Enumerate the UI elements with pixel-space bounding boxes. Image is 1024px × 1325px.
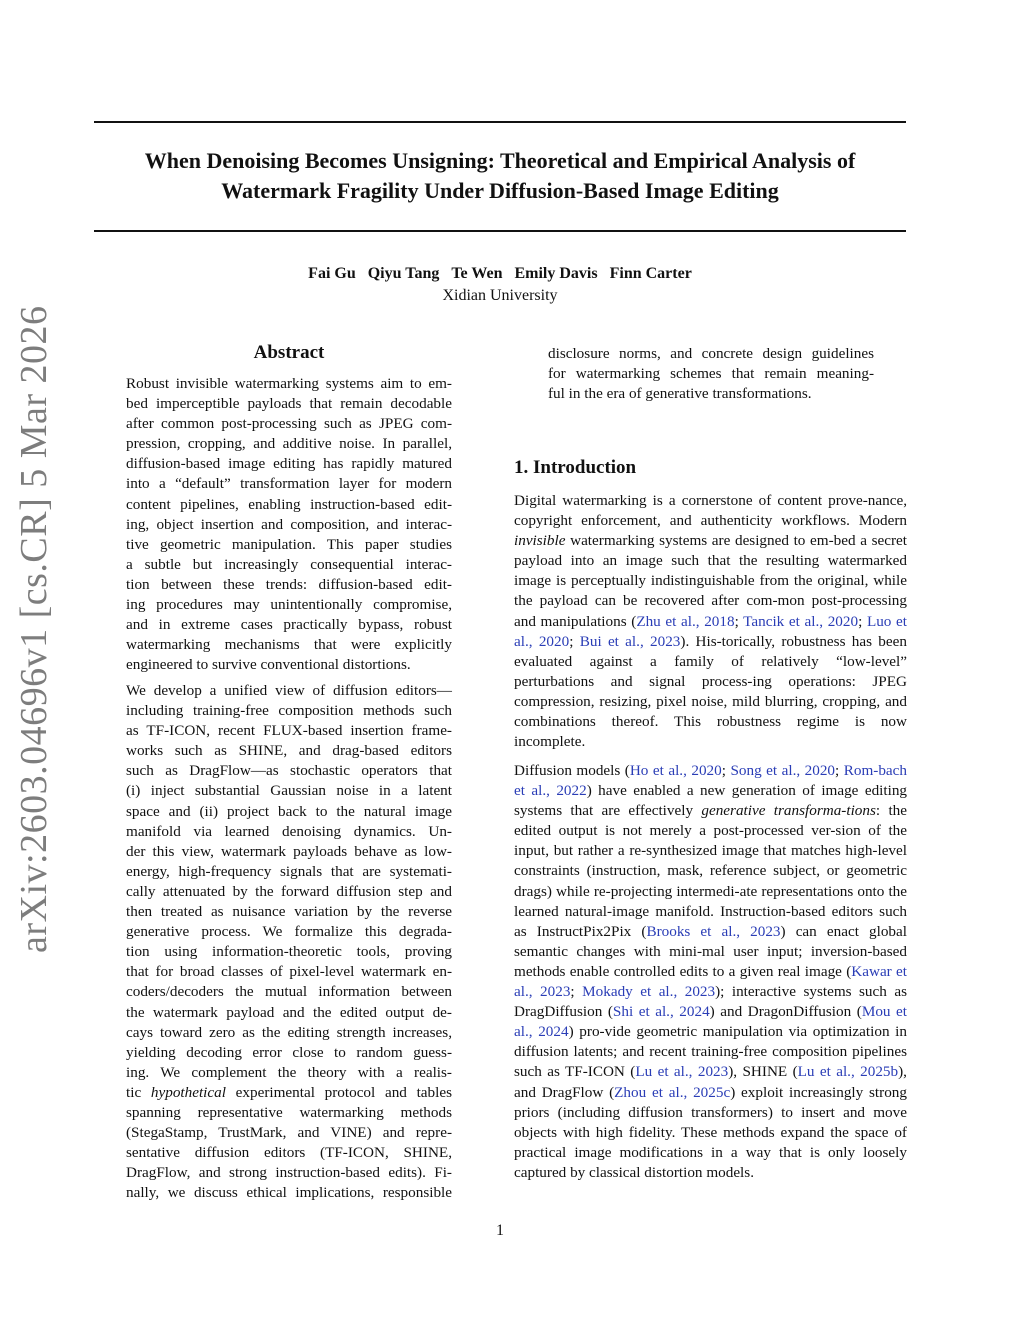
text-line: engineered to survive conventional distortions. [126, 656, 411, 674]
text-line: ing, object insertion and composition, and interac- [126, 515, 452, 533]
paragraph-text [514, 491, 907, 752]
emphasis-generative: generative transforma-tions [701, 802, 876, 820]
citation-link[interactable]: Bui et al., 2023 [579, 632, 681, 650]
text-run: ). His-torically, robustness has been evaluated against a family of relatively “low-level” perturbations and signal process-ing operations: JPEG compression, resizing, pixel noise, mild blurring, cropping, and combinations thereof. This robustness regime is now incomplete. [514, 632, 907, 751]
abstract-paragraph-1 [126, 374, 452, 675]
text-line: including training-free composition methods such [126, 702, 452, 720]
citation-link[interactable]: Lu et al., 2023 [635, 1063, 729, 1081]
affiliation: Xidian University [442, 287, 558, 304]
text-run: : the edited output is not merely a post-processed ver-sion of the input, but rather a re-synthesized image that matches high-level constraints (instruction, mask, reference subject, or geometric drags) while re-projecting intermedi-ate representations onto the learned natural-image manifold. Instruction-based editors such as InstructPix2Pix ( [514, 802, 908, 940]
text-line: cays toward zero as the editing strength increases, [126, 1023, 452, 1041]
separator: ; [835, 762, 844, 779]
abstract-continuation [548, 344, 874, 404]
text-line: the watermark payload and the edited output de- [126, 1003, 452, 1021]
text-line: tive geometric manipulation. This paper studies [126, 535, 452, 553]
text-run: ) have enabled a new generation of image editing systems that are effectively [514, 782, 908, 820]
separator: ; [734, 612, 744, 630]
text-line: der this view, watermark payloads behave as low- [126, 842, 452, 860]
text-run: experimental protocol and tables [225, 1083, 452, 1101]
text-line: nally, we discuss ethical implications, responsible [126, 1184, 452, 1202]
text-line: (i) inject substantial Gaussian noise in a latent [126, 782, 452, 800]
author-list [94, 264, 906, 284]
text-line: such as DragFlow—as stochastic operators that [126, 762, 452, 780]
text-line: ing. We complement the theory with a realis- [126, 1063, 452, 1081]
text-line: cally attenuated by the forward diffusion step and [126, 882, 452, 900]
text-run: ), and DragFlow ( [514, 1063, 907, 1101]
citation-link[interactable]: Shi et al., 2024 [612, 1003, 710, 1021]
text-line: spanning representative watermarking methods [126, 1103, 452, 1121]
abstract-heading: Abstract [253, 342, 325, 363]
text-line: watermarking mechanisms that were explicitly [126, 636, 452, 654]
text-line: generative process. We formalize this degrada- [126, 923, 452, 941]
text-run: Diffusion models ( [514, 762, 630, 779]
citation-link[interactable]: Tancik et al., 2020 [743, 612, 859, 630]
citation-link[interactable]: Luo et al., 2020 [514, 612, 907, 650]
text-line: sentative diffusion editors (TF-ICON, SHINE, [126, 1144, 452, 1162]
author-name: Finn Carter [609, 265, 692, 282]
text-run: tic [126, 1083, 151, 1101]
text-line: after common post-processing such as JPEG com- [126, 415, 452, 433]
text-line: space and (ii) project back to the natural image [126, 802, 452, 820]
text-run: ) and DragonDiffusion ( [709, 1003, 862, 1021]
emphasis-invisible: invisible [514, 532, 566, 550]
emphasis-hypothetical: hypothetical [150, 1083, 226, 1101]
text-line: manifold via learned denoising dynamics. Un- [126, 822, 452, 840]
text-run: ) pro-vide geometric manipulation via optimization in diffusion latents; and recent training-free composition pipelines such as TF-ICON ( [514, 1023, 907, 1081]
text-line: content pipelines, enabling instruction-based edit- [126, 495, 452, 513]
abstract-paragraph-2 [126, 681, 452, 1203]
text-run: ) can enact global semantic changes with mini-mal user input; inversion-based methods enable controlled edits to a given real image ( [514, 922, 907, 980]
top-rule [94, 121, 906, 123]
citation-link[interactable]: Mokady et al., 2023 [582, 983, 716, 1001]
author-name: Qiyu Tang [367, 265, 440, 282]
separator: ; [858, 612, 867, 630]
text-line: bed imperceptible payloads that remain decodable [126, 395, 452, 413]
citation-link[interactable]: Lu et al., 2025b [797, 1063, 899, 1081]
text-line: coders/decoders the mutual information between [126, 983, 452, 1001]
citation-link[interactable]: Kawar et al., 2023 [514, 962, 907, 1001]
text-line: ful in the era of generative transformations. [548, 385, 812, 403]
text-line: DragFlow, and strong instruction-based edits). Fi- [126, 1164, 452, 1182]
text-line: into a “default” transformation layer for modern [126, 475, 452, 493]
text-line: disclosure norms, and concrete design guidelines [548, 345, 874, 362]
text-line: Robust invisible watermarking systems aim to em- [126, 375, 452, 392]
text-run: ) exploit increasingly strong priors (including diffusion transformers) to insert and move objects with high fidelity. These methods expand the space of practical image modifications in a way that is only loosely captured by classical distortion models. [514, 1083, 907, 1181]
paper-title-line-2: Watermark Fragility Under Diffusion-Based Image Editing [221, 178, 779, 203]
text-line: (StegaStamp, TrustMark, and VINE) and repre- [126, 1124, 452, 1142]
text-run: watermarking systems are designed to em-bed a secret payload into an image such that the resulting watermarked image is perceptually indistinguishable from the original, while the payload can be recovered after com-mon post-processing and manipulations ( [514, 532, 907, 630]
text-line: then treated as nuisance variation by the reverse [126, 903, 452, 921]
author-name: Te Wen [451, 265, 503, 282]
citation-link[interactable]: Mou et al., 2024 [514, 1003, 908, 1041]
bottom-rule [94, 230, 906, 232]
intro-paragraph-2 [514, 761, 907, 1183]
text-line: energy, high-frequency signals that are systemati- [126, 862, 452, 880]
text-line: works such as SHINE, and drag-based editors [126, 742, 452, 760]
text-line: tion between these trends: diffusion-based edit- [126, 575, 452, 593]
citation-link[interactable]: Zhu et al., 2018 [636, 612, 735, 630]
author-name: Emily Davis [514, 265, 598, 282]
text-line: pression, cropping, and additive noise. In parallel, [126, 435, 452, 453]
text-line: that for broad classes of pixel-level watermark en- [126, 963, 452, 981]
citation-link[interactable]: Ho et al., 2020 [629, 762, 722, 779]
separator: ; [721, 762, 731, 779]
page-number: 1 [496, 1222, 504, 1239]
intro-paragraph-1 [514, 491, 907, 752]
text-line: We develop a unified view of diffusion editors— [126, 682, 452, 699]
citation-link[interactable]: Rom-bach et al., 2022 [514, 762, 907, 800]
arxiv-stamp: arXiv:2603.04696v1 [cs.CR] 5 Mar 2026 [13, 305, 55, 953]
citation-link[interactable]: Zhou et al., 2025c [614, 1083, 731, 1101]
text-run: ), SHINE ( [728, 1063, 798, 1081]
text-line: ing procedures may unintentionally compromise, [126, 596, 452, 614]
text-line: a subtle but increasingly consequential interac- [126, 555, 452, 573]
text-run: ); interactive systems such as DragDiffusion ( [514, 983, 907, 1021]
text-line: for watermarking schemes that remain meaning- [548, 365, 874, 383]
author-name: Fai Gu [308, 265, 356, 282]
citation-link[interactable]: Song et al., 2020 [730, 762, 836, 779]
text-line: yielding decoding error close to random guess- [126, 1043, 452, 1061]
text-run: Digital watermarking is a cornerstone of content prove-nance, copyright enforcement, and authenticity workflows. Modern [514, 492, 907, 530]
paragraph-text [514, 761, 907, 1183]
paper-title-line-1: When Denoising Becomes Unsigning: Theoretical and Empirical Analysis of [144, 148, 856, 173]
text-line: as TF-ICON, recent FLUX-based insertion frame- [126, 722, 452, 740]
section-heading-introduction: 1. Introduction [514, 457, 637, 478]
citation-link[interactable]: Brooks et al., 2023 [646, 922, 781, 940]
separator: ; [569, 632, 580, 650]
separator: ; [570, 983, 583, 1001]
text-line: diffusion-based image editing has rapidly matured [126, 455, 452, 473]
text-line [126, 1083, 452, 1103]
text-line: tion using information-theoretic tools, proving [126, 943, 452, 961]
text-line: and in extreme cases practically bypass, robust [126, 616, 452, 634]
